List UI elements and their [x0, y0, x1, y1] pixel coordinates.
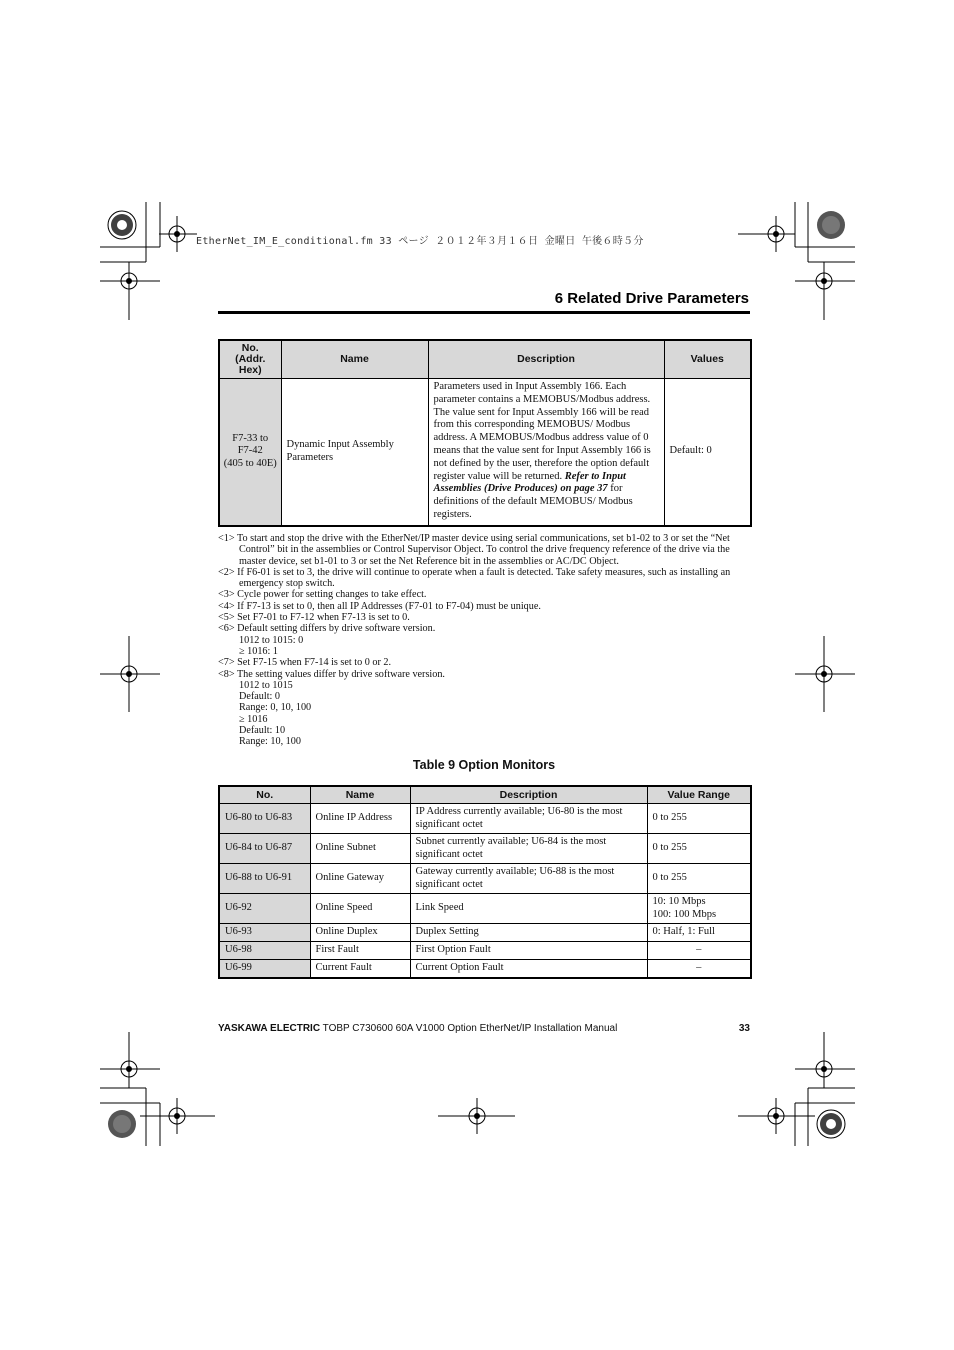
note-8-sub-2: Default: 0 — [239, 691, 281, 703]
monitor-name: Online Speed — [310, 894, 410, 924]
table-9-caption: Table 9 Option Monitors — [412, 758, 556, 772]
table-row — [219, 864, 751, 894]
monitor-no: U6-99 — [219, 960, 310, 979]
footer-brand: YASKAWA ELECTRIC — [218, 1023, 321, 1034]
description-reference-link[interactable]: Refer to Input Assemblies (Drive Produces) on page 37 — [433, 470, 626, 495]
note-5: <5> Set F7-01 to F7-12 when F7-13 is set to 0. — [218, 612, 410, 624]
note-8-sub-1: 1012 to 1015 — [239, 679, 293, 691]
table-row — [219, 834, 751, 864]
table-row — [219, 924, 751, 942]
monitor-name: Online Gateway — [310, 864, 410, 894]
monitor-description: Gateway currently available; U6-88 is the most significant octet — [410, 864, 647, 894]
section-title: 6 Related Drive Parameters — [554, 290, 749, 307]
monitor-description: IP Address currently available; U6-80 is the most significant octet — [410, 804, 647, 834]
header-name: Name — [310, 786, 410, 804]
param-name: Dynamic Input Assembly Parameters — [281, 379, 428, 526]
table-row — [219, 960, 751, 979]
monitor-description: Current Option Fault — [410, 960, 647, 979]
monitor-description: First Option Fault — [410, 942, 647, 960]
monitor-no: U6-92 — [219, 894, 310, 924]
header-description: Description — [428, 340, 664, 379]
monitors-header — [219, 786, 751, 804]
note-4: <4> If F7-13 is set to 0, then all IP Addresses (F7-01 to F7-04) must be unique. — [218, 600, 541, 612]
note-6: <6> Default setting differs by drive software version. — [218, 623, 436, 635]
page-number: 33 — [738, 1023, 750, 1034]
monitor-name: Current Fault — [310, 960, 410, 979]
header-value-range: Value Range — [647, 786, 751, 804]
monitor-no: U6-98 — [219, 942, 310, 960]
monitor-no: U6-93 — [219, 924, 310, 942]
monitor-description: Duplex Setting — [410, 924, 647, 942]
footnotes — [218, 533, 750, 748]
note-8-sub-4: ≥ 1016 — [239, 713, 268, 725]
header-name: Name — [281, 340, 428, 379]
note-6-sub-2: ≥ 1016: 1 — [239, 645, 278, 657]
monitor-name: Online Duplex — [310, 924, 410, 942]
param-no: F7-33 to F7-42 (405 to 40E) — [219, 379, 281, 526]
table-row — [219, 942, 751, 960]
parameter-table-header — [219, 340, 751, 379]
page-footer — [218, 1023, 750, 1034]
note-8-sub-3: Range: 0, 10, 100 — [239, 702, 312, 714]
option-monitors-table — [218, 785, 752, 979]
monitor-range: 0 to 255 — [647, 864, 751, 894]
header-no: No. (Addr. Hex) — [219, 340, 281, 379]
note-8-sub-5: Default: 10 — [239, 725, 286, 737]
description-text: Parameters used in Input Assembly 166. Each parameter contains a MEMOBUS/Modbus address. The value sent for Input Assembly 166 will be read from this corresponding MEMOBUS/ Modbus address. A MEMOBUS/Modbus address value of 0 means that the value sent for Input Assembly 166 is not defined by the user, therefore the option default register value will be returned. — [433, 381, 651, 482]
monitor-range: 0 to 255 — [647, 804, 751, 834]
print-header: EtherNet_IM_E_conditional.fm 33 ページ ２０１２年３月１６日 金曜日 午後６時５分 — [196, 236, 644, 247]
monitor-no: U6-80 to U6-83 — [219, 804, 310, 834]
param-description — [428, 379, 664, 526]
monitor-no: U6-88 to U6-91 — [219, 864, 310, 894]
note-8: <8> The setting values differ by drive software version. — [218, 668, 445, 680]
footer-manual-title: TOBP C730600 60A V1000 Option EtherNet/IP Installation Manual — [320, 1023, 618, 1034]
monitor-name: Online IP Address — [310, 804, 410, 834]
header-description: Description — [410, 786, 647, 804]
monitor-description: Subnet currently available; U6-84 is the most significant octet — [410, 834, 647, 864]
description-tail: for definitions of the default MEMOBUS/ Modbus registers. — [433, 483, 633, 520]
param-values: Default: 0 — [664, 379, 751, 526]
monitor-range: – — [647, 942, 751, 960]
monitor-no: U6-84 to U6-87 — [219, 834, 310, 864]
table-row — [219, 379, 751, 526]
table-row — [219, 894, 751, 924]
table-row — [219, 804, 751, 834]
monitor-description: Link Speed — [410, 894, 647, 924]
monitor-name: First Fault — [310, 942, 410, 960]
note-2: <2> If F6-01 is set to 3, the drive will continue to operate when a fault is detected. Take safety measures, such as installing an emergency stop switch. — [218, 566, 731, 590]
header-values: Values — [664, 340, 751, 379]
monitor-range: 10: 10 Mbps 100: 100 Mbps — [647, 894, 751, 924]
monitor-range: 0 to 255 — [647, 834, 751, 864]
note-8-sub-6: Range: 10, 100 — [239, 736, 301, 748]
monitor-range: 0: Half, 1: Full — [647, 924, 751, 942]
note-1: <1> To start and stop the drive with the EtherNet/IP master device using serial communications, set b1-02 to 3 or set the “Net Control” bit in the assemblies or Control Supervisor Object. To control the drive frequency reference of the drive via the master device, set b1-01 to 3 or set the Net Reference bit in the assemblies or AC/DC Object. — [218, 533, 730, 567]
monitor-name: Online Subnet — [310, 834, 410, 864]
title-rule — [218, 311, 750, 314]
note-6-sub-1: 1012 to 1015: 0 — [239, 634, 304, 646]
parameter-table — [218, 339, 752, 527]
note-3: <3> Cycle power for setting changes to take effect. — [218, 589, 427, 601]
monitor-range: – — [647, 960, 751, 979]
note-7: <7> Set F7-15 when F7-14 is set to 0 or 2. — [218, 657, 392, 669]
header-no: No. — [219, 786, 310, 804]
